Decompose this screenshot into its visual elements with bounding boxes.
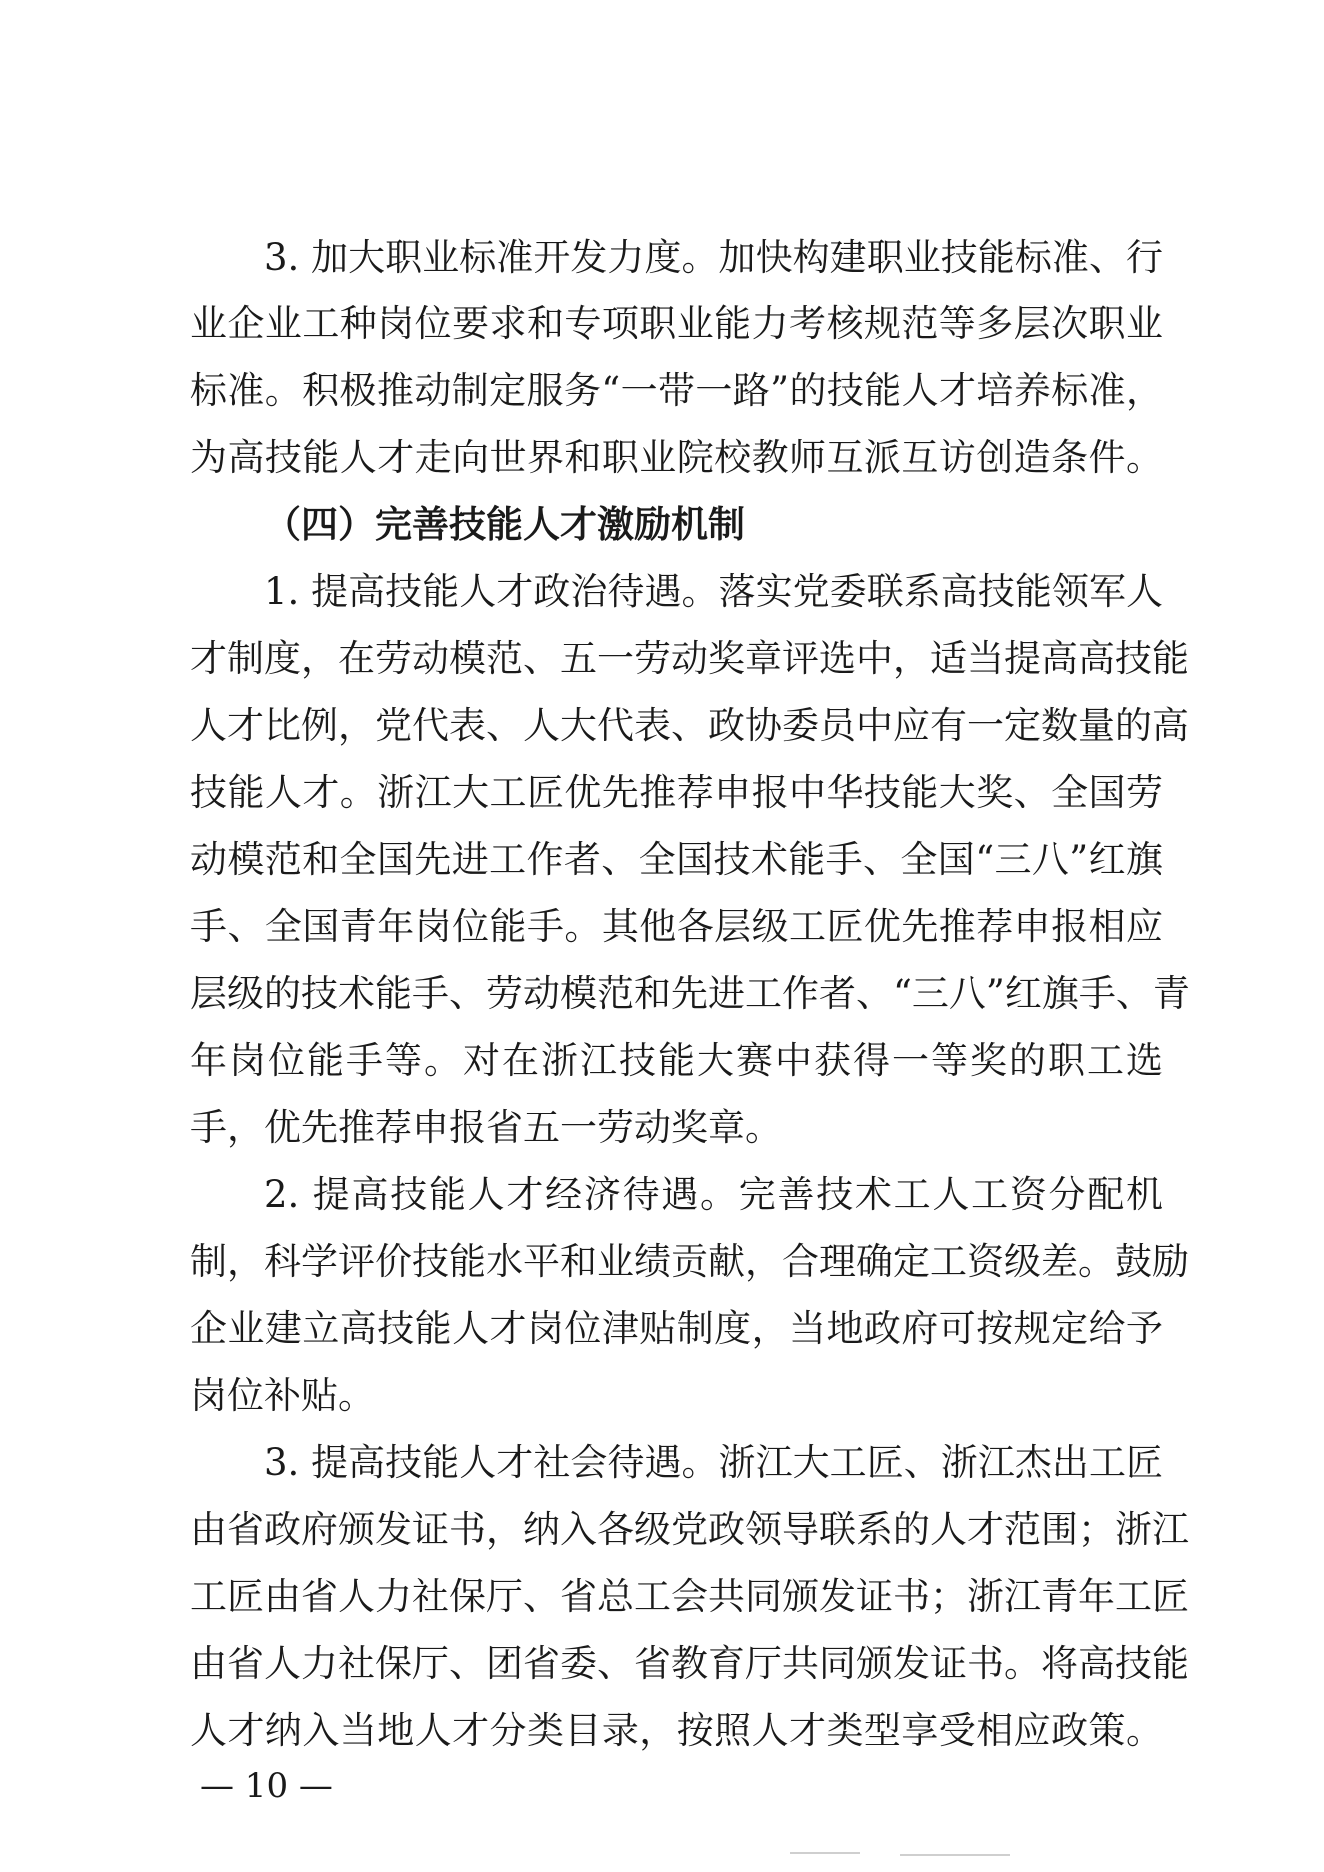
section-heading: （四）完善技能人才激励机制 — [264, 503, 745, 546]
paragraph-line: 人才比例，党代表、人大代表、政协委员中应有一定数量的高 — [190, 704, 1189, 747]
paragraph-line: 由省政府颁发证书，纳入各级党政领导联系的人才范围；浙江 — [190, 1508, 1189, 1551]
page-number: — 10 — — [200, 1766, 333, 1806]
paragraph-line: 手，优先推荐申报省五一劳动奖章。 — [190, 1106, 782, 1149]
paragraph-line: 1. 提高技能人才政治待遇。落实党委联系高技能领军人 — [264, 570, 1163, 613]
paragraph-line: 手、全国青年岗位能手。其他各层级工匠优先推荐申报相应 — [190, 905, 1163, 948]
paragraph-line: 才制度，在劳动模范、五一劳动奖章评选中，适当提高高技能 — [190, 637, 1189, 680]
paragraph-line: 2. 提高技能人才经济待遇。完善技术工人工资分配机 — [264, 1173, 1163, 1216]
paragraph-line: 由省人力社保厅、团省委、省教育厅共同颁发证书。将高技能 — [190, 1642, 1189, 1685]
paragraph-line: 动模范和全国先进工作者、全国技术能手、全国“三八”红旗 — [190, 838, 1163, 881]
paragraph-line: 为高技能人才走向世界和职业院校教师互派互访创造条件。 — [190, 436, 1163, 479]
paragraph-line: 人才纳入当地人才分类目录，按照人才类型享受相应政策。 — [190, 1709, 1163, 1752]
paragraph-line: 业企业工种岗位要求和专项职业能力考核规范等多层次职业 — [190, 302, 1163, 345]
paragraph-line: 岗位补贴。 — [190, 1374, 375, 1417]
paragraph-line: 技能人才。浙江大工匠优先推荐申报中华技能大奖、全国劳 — [190, 771, 1163, 814]
scan-artifact — [790, 1852, 860, 1854]
scan-artifact — [900, 1854, 1010, 1856]
paragraph-line: 制，科学评价技能水平和业绩贡献，合理确定工资级差。鼓励 — [190, 1240, 1189, 1283]
paragraph-line: 3. 加大职业标准开发力度。加快构建职业技能标准、行 — [264, 236, 1163, 279]
paragraph-line: 层级的技术能手、劳动模范和先进工作者、“三八”红旗手、青 — [190, 972, 1190, 1015]
paragraph-line: 工匠由省人力社保厅、省总工会共同颁发证书；浙江青年工匠 — [190, 1575, 1189, 1618]
paragraph-line: 3. 提高技能人才社会待遇。浙江大工匠、浙江杰出工匠 — [264, 1441, 1163, 1484]
paragraph-line: 年岗位能手等。对在浙江技能大赛中获得一等奖的职工选 — [190, 1039, 1163, 1082]
paragraph-line: 标准。积极推动制定服务“一带一路”的技能人才培养标准， — [190, 369, 1163, 412]
paragraph-line: 企业建立高技能人才岗位津贴制度，当地政府可按规定给予 — [190, 1307, 1163, 1350]
